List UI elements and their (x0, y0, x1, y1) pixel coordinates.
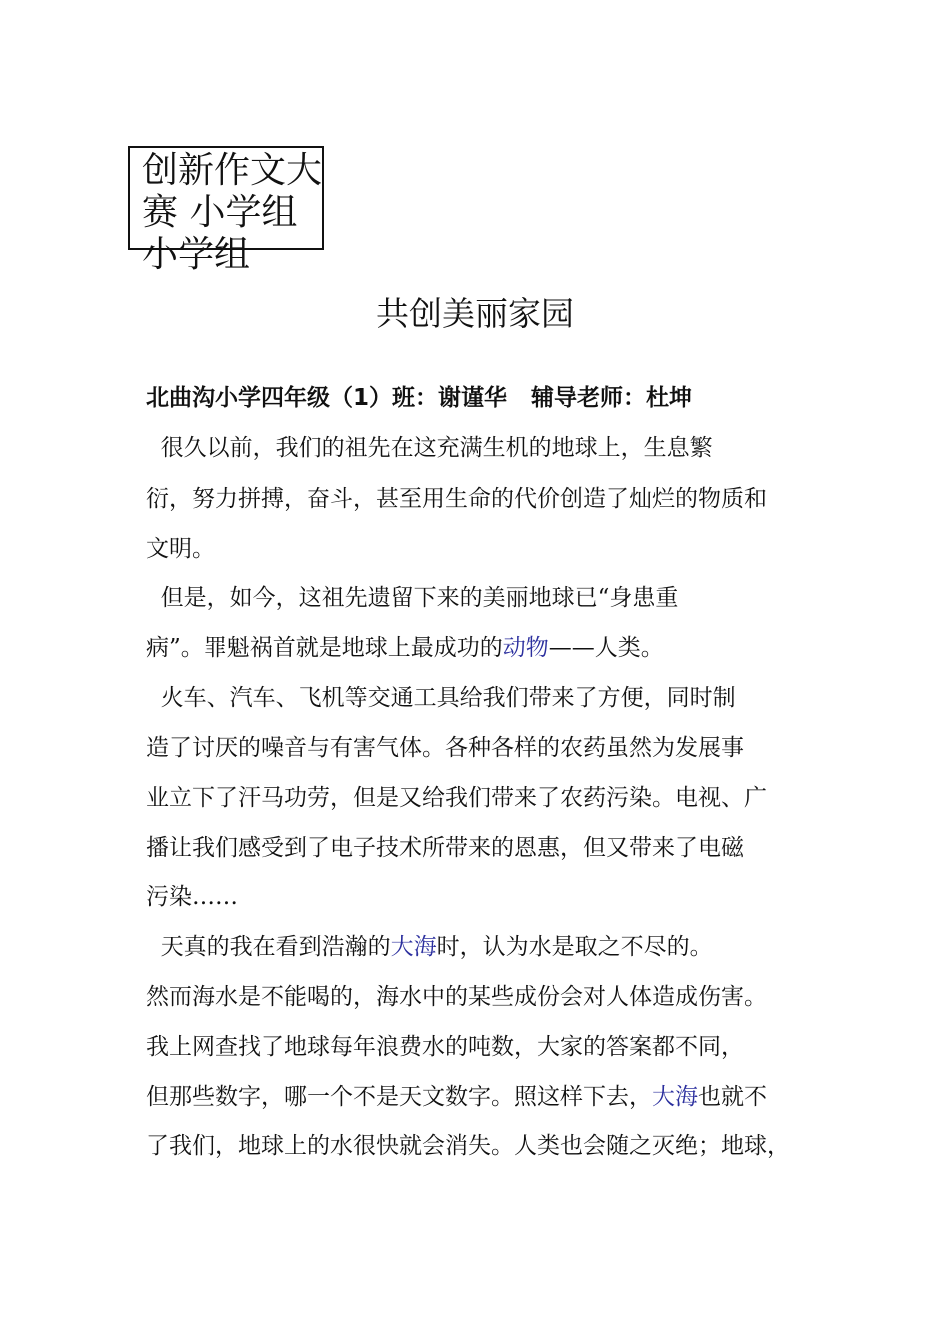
hyperlink-text[interactable]: 大海 (390, 934, 437, 960)
body-line: 业立下了汗马功劳，但是又给我们带来了农药污染。电视、广 (146, 785, 767, 811)
body-line: 很久以前，我们的祖先在这充满生机的地球上，生息繁 (146, 435, 713, 461)
category-line: 小学组 (142, 234, 251, 275)
body-line (146, 630, 664, 666)
body-line: 文明。 (146, 536, 215, 562)
body-text: 天真的我在看到浩瀚的 (146, 934, 391, 960)
body-line: 然而海水是不能喝的，海水中的某些成份会对人体造成伤害。 (146, 984, 767, 1010)
body-text: 病”。罪魁祸首就是地球上最成功的 (146, 635, 503, 661)
hyperlink-text[interactable]: 动物 (502, 635, 549, 661)
body-line: 了我们，地球上的水很快就会消失。人类也会随之灭绝；地球， (146, 1133, 790, 1159)
body-text: 也就不 (698, 1084, 767, 1110)
body-text: 但那些数字，哪一个不是天文数字。照这样下去， (146, 1084, 652, 1110)
body-text: ——人类。 (548, 635, 664, 661)
body-line (146, 929, 713, 965)
author-byline: 北曲沟小学四年级（1）班：谢谨华 辅导老师：杜坤 (146, 385, 693, 411)
body-line (146, 1079, 767, 1115)
body-line: 我上网查找了地球每年浪费水的吨数，大家的答案都不同， (146, 1034, 744, 1060)
category-line: 赛 小学组 (142, 192, 298, 233)
body-line: 造了讨厌的噪音与有害气体。各种各样的农药虽然为发展事 (146, 735, 744, 761)
body-line: 污染…… (146, 884, 238, 910)
body-line: 衍，努力拼搏，奋斗，甚至用生命的代价创造了灿烂的物质和 (146, 486, 767, 512)
category-box (128, 146, 324, 275)
essay-title: 共创美丽家园 (376, 294, 574, 333)
category-line: 创新作文大 (142, 150, 323, 191)
body-text: 时，认为水是取之不尽的。 (436, 934, 713, 960)
body-line: 播让我们感受到了电子技术所带来的恩惠，但又带来了电磁 (146, 835, 744, 861)
body-line: 但是，如今，这祖先遗留下来的美丽地球已“身患重 (146, 585, 679, 611)
body-line: 火车、汽车、飞机等交通工具给我们带来了方便，同时制 (146, 685, 736, 711)
hyperlink-text[interactable]: 大海 (652, 1084, 698, 1110)
